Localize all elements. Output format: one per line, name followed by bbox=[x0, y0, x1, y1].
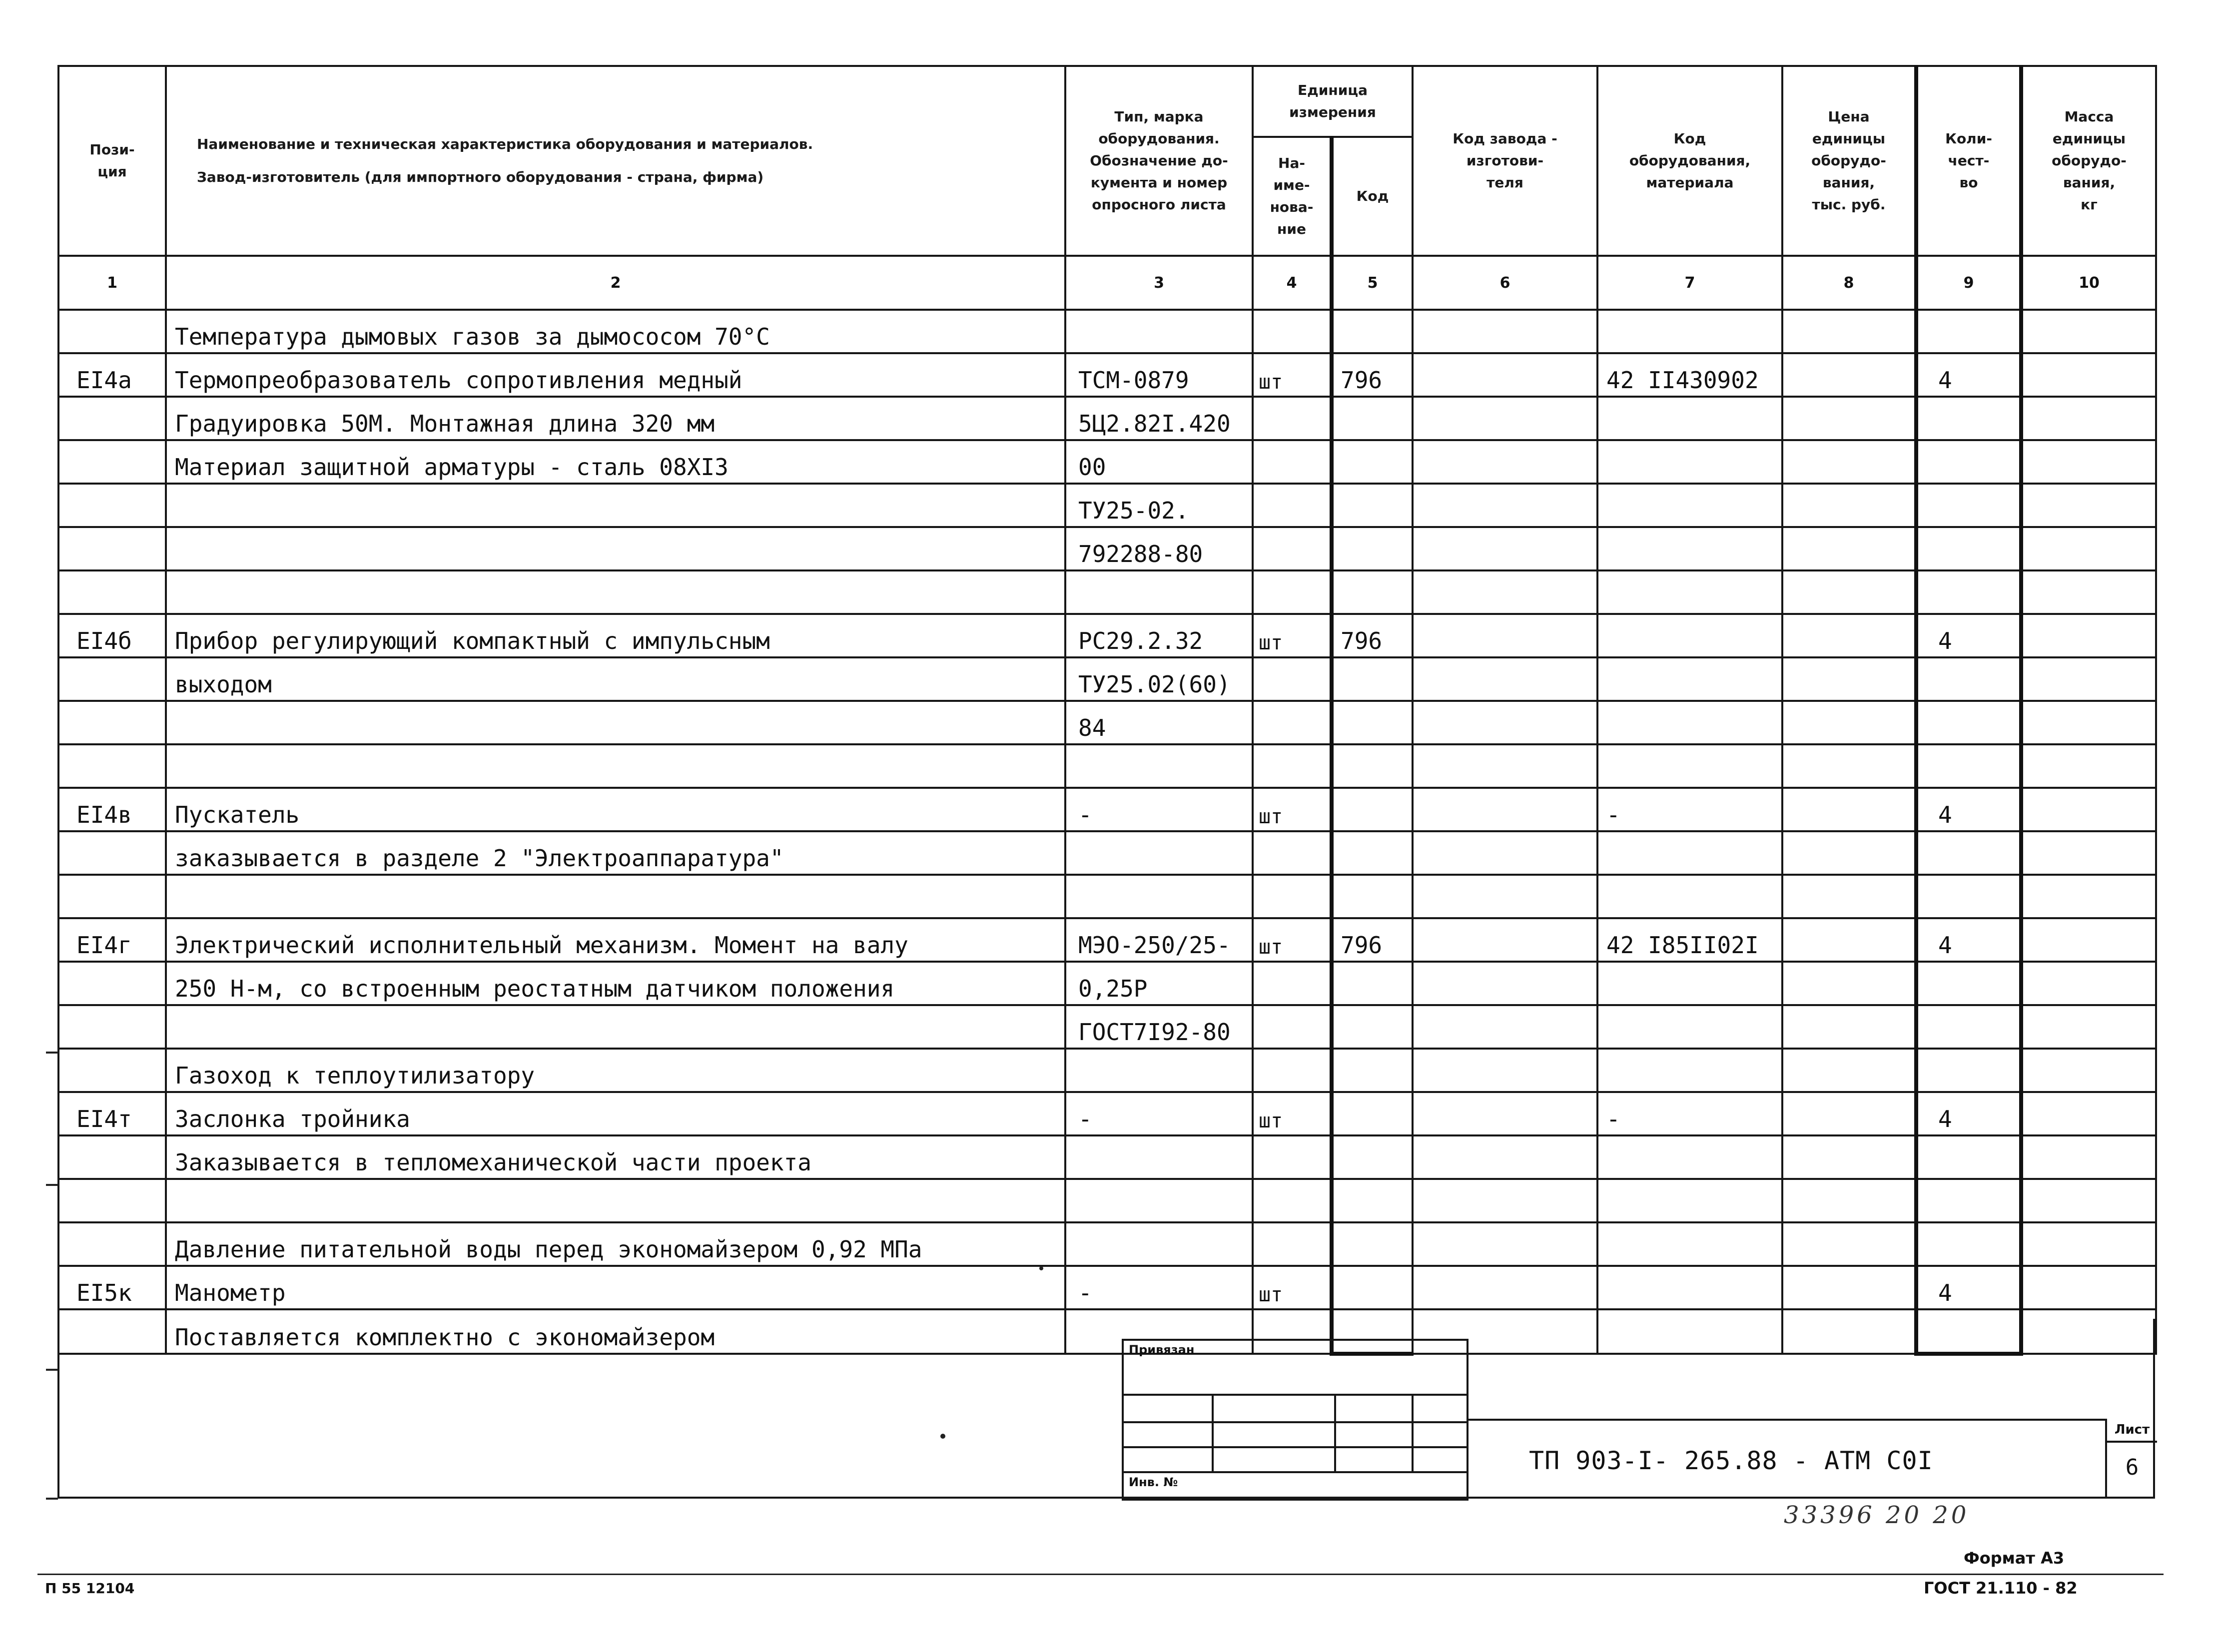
cell-unit-code bbox=[1332, 962, 1413, 1005]
cell-unit-code bbox=[1332, 875, 1413, 918]
cell-type bbox=[1065, 1222, 1253, 1266]
cell-name: Заслонка тройника bbox=[166, 1092, 1065, 1135]
table-row bbox=[58, 1092, 2156, 1135]
cell-price bbox=[1782, 1049, 1916, 1092]
cell-unit-name bbox=[1253, 527, 1332, 570]
cell-maker-code bbox=[1413, 701, 1597, 744]
cell-unit-name bbox=[1253, 397, 1332, 440]
cell-type: - bbox=[1065, 1266, 1253, 1309]
cell-unit-name bbox=[1253, 1005, 1332, 1049]
header-name: Наименование и техническая характеристика оборудования и материалов. Завод-изготовитель (для импортного оборудования - страна, фирма) bbox=[166, 66, 1065, 256]
cell-maker-code bbox=[1413, 918, 1597, 962]
cell-maker-code bbox=[1413, 1049, 1597, 1092]
cell-mass bbox=[2021, 310, 2156, 353]
cell-unit-code bbox=[1332, 744, 1413, 788]
cell-price bbox=[1782, 397, 1916, 440]
cell-type: 792288-80 bbox=[1065, 527, 1253, 570]
cell-equipment-code bbox=[1597, 744, 1782, 788]
cell-unit-name bbox=[1253, 570, 1332, 614]
header-type: Тип, марка оборудования. Обозначение до- кумента и номер опросного листа bbox=[1065, 66, 1253, 256]
cell-mass bbox=[2021, 484, 2156, 527]
table-row bbox=[58, 701, 2156, 744]
cell-mass bbox=[2021, 1179, 2156, 1222]
cell-price bbox=[1782, 614, 1916, 657]
stamp-inv-no: Инв. № bbox=[1123, 1472, 1468, 1500]
cell-mass bbox=[2021, 657, 2156, 701]
col-num-7: 7 bbox=[1597, 256, 1782, 310]
cell-quantity bbox=[1916, 1005, 2021, 1049]
cell-unit-code bbox=[1332, 1179, 1413, 1222]
table-row bbox=[58, 657, 2156, 701]
header-unit-group: Единица измерения bbox=[1253, 66, 1413, 137]
cell-mass bbox=[2021, 1135, 2156, 1179]
cell-maker-code bbox=[1413, 570, 1597, 614]
cell-unit-name: шт bbox=[1253, 1266, 1332, 1309]
cell-mass bbox=[2021, 1049, 2156, 1092]
cell-type: МЭО-250/25- bbox=[1065, 918, 1253, 962]
cell-unit-code bbox=[1332, 440, 1413, 484]
cell-name: Заказывается в тепломеханической части проекта bbox=[166, 1135, 1065, 1179]
cell-name: Градуировка 50М. Монтажная длина 320 мм bbox=[166, 397, 1065, 440]
cell-price bbox=[1782, 570, 1916, 614]
cell-equipment-code bbox=[1597, 614, 1782, 657]
cell-unit-code bbox=[1332, 310, 1413, 353]
cell-unit-code bbox=[1332, 1049, 1413, 1092]
cell-equipment-code bbox=[1597, 440, 1782, 484]
col-num-8: 8 bbox=[1782, 256, 1916, 310]
cell-name bbox=[166, 701, 1065, 744]
title-block-rule bbox=[1467, 1419, 2105, 1421]
cell-name: Давление питательной воды перед экономайзером 0,92 МПа bbox=[166, 1222, 1065, 1266]
handwritten-note: 33396 20 20 bbox=[1784, 1501, 1970, 1529]
cell-equipment-code bbox=[1597, 875, 1782, 918]
cell-unit-name bbox=[1253, 440, 1332, 484]
cell-name: Пускатель bbox=[166, 788, 1065, 831]
cell-position bbox=[58, 744, 166, 788]
table-row bbox=[58, 614, 2156, 657]
cell-unit-code bbox=[1332, 1135, 1413, 1179]
header-unit-name: На- име- нова- ние bbox=[1253, 137, 1332, 256]
cell-mass bbox=[2021, 701, 2156, 744]
cell-maker-code bbox=[1413, 1005, 1597, 1049]
cell-type: - bbox=[1065, 788, 1253, 831]
cell-unit-name: шт bbox=[1253, 788, 1332, 831]
cell-maker-code bbox=[1413, 875, 1597, 918]
header-unit-code: Код bbox=[1332, 137, 1413, 256]
cell-name bbox=[166, 570, 1065, 614]
col-num-4: 4 bbox=[1253, 256, 1332, 310]
cell-price bbox=[1782, 310, 1916, 353]
binding-stamp bbox=[1122, 1339, 1467, 1499]
cell-unit-name bbox=[1253, 875, 1332, 918]
cell-maker-code bbox=[1413, 397, 1597, 440]
cell-type bbox=[1065, 831, 1253, 875]
cell-position: EI4б bbox=[58, 614, 166, 657]
cell-name: Электрический исполнительный механизм. Момент на валу bbox=[166, 918, 1065, 962]
cell-position bbox=[58, 397, 166, 440]
cell-name: Газоход к теплоутилизатору bbox=[166, 1049, 1065, 1092]
cell-mass bbox=[2021, 918, 2156, 962]
cell-name bbox=[166, 744, 1065, 788]
cell-maker-code bbox=[1413, 310, 1597, 353]
sheet-number: 6 bbox=[2125, 1455, 2139, 1480]
cell-unit-name bbox=[1253, 1135, 1332, 1179]
table-row bbox=[58, 744, 2156, 788]
cell-unit-name bbox=[1253, 962, 1332, 1005]
cell-quantity: 4 bbox=[1916, 788, 2021, 831]
ink-speck bbox=[1039, 1266, 1043, 1270]
cell-unit-code bbox=[1332, 1266, 1413, 1309]
paper-format: Формат А3 bbox=[1964, 1549, 2065, 1568]
table-row bbox=[58, 484, 2156, 527]
cell-quantity bbox=[1916, 875, 2021, 918]
cell-price bbox=[1782, 1135, 1916, 1179]
cell-price bbox=[1782, 875, 1916, 918]
cell-price bbox=[1782, 701, 1916, 744]
cell-price bbox=[1782, 353, 1916, 397]
cell-name: Термопреобразователь сопротивления медный bbox=[166, 353, 1065, 397]
cell-name: Материал защитной арматуры - сталь 08XI3 bbox=[166, 440, 1065, 484]
cell-price bbox=[1782, 657, 1916, 701]
cell-equipment-code bbox=[1597, 1049, 1782, 1092]
cell-position bbox=[58, 962, 166, 1005]
cell-position bbox=[58, 570, 166, 614]
cell-quantity: 4 bbox=[1916, 1266, 2021, 1309]
cell-quantity: 4 bbox=[1916, 918, 2021, 962]
ink-speck bbox=[940, 1434, 945, 1439]
cell-type: 84 bbox=[1065, 701, 1253, 744]
cell-name bbox=[166, 1179, 1065, 1222]
cell-position: EI4т bbox=[58, 1092, 166, 1135]
column-number-row bbox=[58, 256, 2156, 310]
header-equipment-code: Код оборудования, материала bbox=[1597, 66, 1782, 256]
cell-mass bbox=[2021, 1222, 2156, 1266]
cell-equipment-code bbox=[1597, 310, 1782, 353]
header-row-top bbox=[58, 66, 2156, 137]
cell-mass bbox=[2021, 962, 2156, 1005]
header-price: Цена единицы оборудо- вания, тыс. руб. bbox=[1782, 66, 1916, 256]
cell-name bbox=[166, 1005, 1065, 1049]
cell-maker-code bbox=[1413, 484, 1597, 527]
cell-position bbox=[58, 1005, 166, 1049]
cell-price bbox=[1782, 1179, 1916, 1222]
cell-maker-code bbox=[1413, 962, 1597, 1005]
cell-equipment-code bbox=[1597, 1179, 1782, 1222]
cell-price bbox=[1782, 1005, 1916, 1049]
cell-equipment-code bbox=[1597, 1266, 1782, 1309]
cell-quantity bbox=[1916, 440, 2021, 484]
cell-quantity bbox=[1916, 1049, 2021, 1092]
document-code: ТП 903-I- 265.88 - АТМ С0I bbox=[1529, 1446, 1933, 1475]
cell-maker-code bbox=[1413, 353, 1597, 397]
cell-unit-code bbox=[1332, 1005, 1413, 1049]
cell-price bbox=[1782, 788, 1916, 831]
cell-unit-name bbox=[1253, 831, 1332, 875]
cell-quantity bbox=[1916, 484, 2021, 527]
cell-name: Прибор регулирующий компактный с импульсным bbox=[166, 614, 1065, 657]
cell-type bbox=[1065, 310, 1253, 353]
cell-unit-name bbox=[1253, 1049, 1332, 1092]
cell-type: ГОСТ7I92-80 bbox=[1065, 1005, 1253, 1049]
cell-type: 5Ц2.82I.420 bbox=[1065, 397, 1253, 440]
cell-quantity bbox=[1916, 744, 2021, 788]
cell-mass bbox=[2021, 788, 2156, 831]
cell-equipment-code bbox=[1597, 657, 1782, 701]
cell-quantity bbox=[1916, 1222, 2021, 1266]
cell-maker-code bbox=[1413, 440, 1597, 484]
cell-price bbox=[1782, 484, 1916, 527]
col-num-5: 5 bbox=[1332, 256, 1413, 310]
stamp-privyazan: Привязан bbox=[1123, 1340, 1468, 1395]
cell-equipment-code: 42 I85II02I bbox=[1597, 918, 1782, 962]
sheet-label: Лист bbox=[2107, 1419, 2157, 1443]
table-row bbox=[58, 1005, 2156, 1049]
cell-type bbox=[1065, 1135, 1253, 1179]
cell-quantity bbox=[1916, 310, 2021, 353]
cell-maker-code bbox=[1413, 744, 1597, 788]
col-num-10: 10 bbox=[2021, 256, 2156, 310]
cell-position bbox=[58, 1049, 166, 1092]
cell-equipment-code: 42 II430902 bbox=[1597, 353, 1782, 397]
col-num-3: 3 bbox=[1065, 256, 1253, 310]
cell-mass bbox=[2021, 397, 2156, 440]
table-row bbox=[58, 962, 2156, 1005]
cell-equipment-code bbox=[1597, 831, 1782, 875]
cell-quantity bbox=[1916, 657, 2021, 701]
equipment-spec-table bbox=[57, 65, 2157, 1356]
table-row bbox=[58, 570, 2156, 614]
cell-maker-code bbox=[1413, 657, 1597, 701]
cell-equipment-code bbox=[1597, 397, 1782, 440]
cell-name bbox=[166, 484, 1065, 527]
cell-name: 250 Н-м, со встроенным реостатным датчиком положения bbox=[166, 962, 1065, 1005]
cell-type: РС29.2.32 bbox=[1065, 614, 1253, 657]
col-num-9: 9 bbox=[1916, 256, 2021, 310]
cell-equipment-code bbox=[1597, 527, 1782, 570]
cell-unit-name bbox=[1253, 1222, 1332, 1266]
cell-unit-code bbox=[1332, 701, 1413, 744]
cell-quantity: 4 bbox=[1916, 1092, 2021, 1135]
cell-quantity bbox=[1916, 527, 2021, 570]
cell-maker-code bbox=[1413, 527, 1597, 570]
cell-equipment-code bbox=[1597, 1222, 1782, 1266]
form-number: П 55 12104 bbox=[45, 1580, 135, 1597]
cell-type bbox=[1065, 744, 1253, 788]
cell-unit-name bbox=[1253, 1179, 1332, 1222]
cell-mass bbox=[2021, 1092, 2156, 1135]
cell-price bbox=[1782, 744, 1916, 788]
cell-mass bbox=[2021, 527, 2156, 570]
table-row bbox=[58, 1266, 2156, 1309]
cell-unit-name: шт bbox=[1253, 918, 1332, 962]
cell-price bbox=[1782, 831, 1916, 875]
table-row bbox=[58, 1135, 2156, 1179]
cell-type: 0,25Р bbox=[1065, 962, 1253, 1005]
cell-price bbox=[1782, 962, 1916, 1005]
cell-quantity: 4 bbox=[1916, 353, 2021, 397]
cell-equipment-code: - bbox=[1597, 1092, 1782, 1135]
cell-mass bbox=[2021, 875, 2156, 918]
cell-price bbox=[1782, 918, 1916, 962]
cell-mass bbox=[2021, 570, 2156, 614]
cell-name: Манометр bbox=[166, 1266, 1065, 1309]
col-num-2: 2 bbox=[166, 256, 1065, 310]
cell-unit-code: 796 bbox=[1332, 614, 1413, 657]
cell-price bbox=[1782, 440, 1916, 484]
cell-quantity bbox=[1916, 1135, 2021, 1179]
cell-equipment-code bbox=[1597, 484, 1782, 527]
cell-quantity: 4 bbox=[1916, 614, 2021, 657]
cell-mass bbox=[2021, 1266, 2156, 1309]
table-row bbox=[58, 875, 2156, 918]
col-num-6: 6 bbox=[1413, 256, 1597, 310]
cell-unit-name bbox=[1253, 484, 1332, 527]
cell-position bbox=[58, 1179, 166, 1222]
cell-maker-code bbox=[1413, 1135, 1597, 1179]
cell-position bbox=[58, 657, 166, 701]
cell-price bbox=[1782, 1222, 1916, 1266]
cell-equipment-code bbox=[1597, 701, 1782, 744]
table-row bbox=[58, 310, 2156, 353]
table-row bbox=[58, 1222, 2156, 1266]
header-maker-code: Код завода - изготови- теля bbox=[1413, 66, 1597, 256]
cell-price bbox=[1782, 527, 1916, 570]
cell-type bbox=[1065, 570, 1253, 614]
cell-position bbox=[58, 1135, 166, 1179]
spec-rows bbox=[58, 310, 2156, 1354]
cell-position: EI5к bbox=[58, 1266, 166, 1309]
cell-mass bbox=[2021, 1005, 2156, 1049]
cell-position bbox=[58, 310, 166, 353]
cell-type bbox=[1065, 1049, 1253, 1092]
cell-unit-code bbox=[1332, 484, 1413, 527]
cell-unit-code bbox=[1332, 397, 1413, 440]
cell-name: Температура дымовых газов за дымососом 70°С bbox=[166, 310, 1065, 353]
cell-position bbox=[58, 484, 166, 527]
cell-name: выходом bbox=[166, 657, 1065, 701]
cell-price bbox=[1782, 1092, 1916, 1135]
bottom-rule bbox=[37, 1574, 2164, 1575]
table-row bbox=[58, 353, 2156, 397]
cell-unit-name bbox=[1253, 310, 1332, 353]
cell-quantity bbox=[1916, 570, 2021, 614]
table-row bbox=[58, 397, 2156, 440]
cell-maker-code bbox=[1413, 831, 1597, 875]
cell-position bbox=[58, 831, 166, 875]
cell-unit-name: шт bbox=[1253, 614, 1332, 657]
table-row bbox=[58, 1179, 2156, 1222]
cell-unit-code bbox=[1332, 570, 1413, 614]
cell-position: EI4в bbox=[58, 788, 166, 831]
cell-position: EI4а bbox=[58, 353, 166, 397]
cell-equipment-code bbox=[1597, 570, 1782, 614]
cell-unit-code: 796 bbox=[1332, 353, 1413, 397]
table-row bbox=[58, 918, 2156, 962]
cell-unit-name bbox=[1253, 701, 1332, 744]
table-row bbox=[58, 831, 2156, 875]
cell-name bbox=[166, 875, 1065, 918]
cell-quantity bbox=[1916, 397, 2021, 440]
table-row bbox=[58, 527, 2156, 570]
cell-quantity bbox=[1916, 1179, 2021, 1222]
cell-equipment-code bbox=[1597, 1135, 1782, 1179]
cell-type: ТУ25.02(60) bbox=[1065, 657, 1253, 701]
cell-unit-code bbox=[1332, 657, 1413, 701]
cell-unit-name: шт bbox=[1253, 353, 1332, 397]
cell-price bbox=[1782, 1266, 1916, 1309]
cell-unit-code bbox=[1332, 831, 1413, 875]
cell-position bbox=[58, 1222, 166, 1266]
table-row bbox=[58, 788, 2156, 831]
cell-maker-code bbox=[1413, 614, 1597, 657]
col-num-1: 1 bbox=[58, 256, 166, 310]
header-quantity: Коли- чест- во bbox=[1916, 66, 2021, 256]
cell-quantity bbox=[1916, 831, 2021, 875]
table-row bbox=[58, 1049, 2156, 1092]
cell-unit-name: шт bbox=[1253, 1092, 1332, 1135]
cell-unit-code bbox=[1332, 1092, 1413, 1135]
cell-maker-code bbox=[1413, 788, 1597, 831]
cell-unit-code bbox=[1332, 1222, 1413, 1266]
cell-type: - bbox=[1065, 1092, 1253, 1135]
cell-equipment-code bbox=[1597, 1005, 1782, 1049]
cell-mass bbox=[2021, 440, 2156, 484]
cell-mass bbox=[2021, 744, 2156, 788]
cell-maker-code bbox=[1413, 1222, 1597, 1266]
gost-reference: ГОСТ 21.110 - 82 bbox=[1924, 1579, 2078, 1598]
cell-unit-code: 796 bbox=[1332, 918, 1413, 962]
cell-type bbox=[1065, 1179, 1253, 1222]
cell-unit-code bbox=[1332, 788, 1413, 831]
cell-mass bbox=[2021, 831, 2156, 875]
cell-name: заказывается в разделе 2 "Электроаппаратура" bbox=[166, 831, 1065, 875]
cell-position bbox=[58, 440, 166, 484]
cell-type bbox=[1065, 875, 1253, 918]
cell-equipment-code: - bbox=[1597, 788, 1782, 831]
cell-maker-code bbox=[1413, 1179, 1597, 1222]
cell-mass bbox=[2021, 353, 2156, 397]
cell-unit-name bbox=[1253, 744, 1332, 788]
cell-unit-code bbox=[1332, 527, 1413, 570]
header-mass: Масса единицы оборудо- вания, кг bbox=[2021, 66, 2156, 256]
header-position: Пози- ция bbox=[58, 66, 166, 256]
cell-position bbox=[58, 875, 166, 918]
cell-unit-name bbox=[1253, 657, 1332, 701]
cell-maker-code bbox=[1413, 1092, 1597, 1135]
cell-type: ТСМ-0879 bbox=[1065, 353, 1253, 397]
cell-position bbox=[58, 701, 166, 744]
cell-name bbox=[166, 527, 1065, 570]
cell-mass bbox=[2021, 614, 2156, 657]
cell-maker-code bbox=[1413, 1266, 1597, 1309]
cell-quantity bbox=[1916, 962, 2021, 1005]
cell-equipment-code bbox=[1597, 962, 1782, 1005]
cell-position bbox=[58, 527, 166, 570]
cell-quantity bbox=[1916, 701, 2021, 744]
cell-name: Поставляется комплектно с экономайзером bbox=[166, 1309, 1065, 1354]
cell-type: ТУ25-02. bbox=[1065, 484, 1253, 527]
cell-type: 00 bbox=[1065, 440, 1253, 484]
sheet-number-box bbox=[2105, 1419, 2157, 1499]
table-row bbox=[58, 440, 2156, 484]
cell-position: EI4г bbox=[58, 918, 166, 962]
